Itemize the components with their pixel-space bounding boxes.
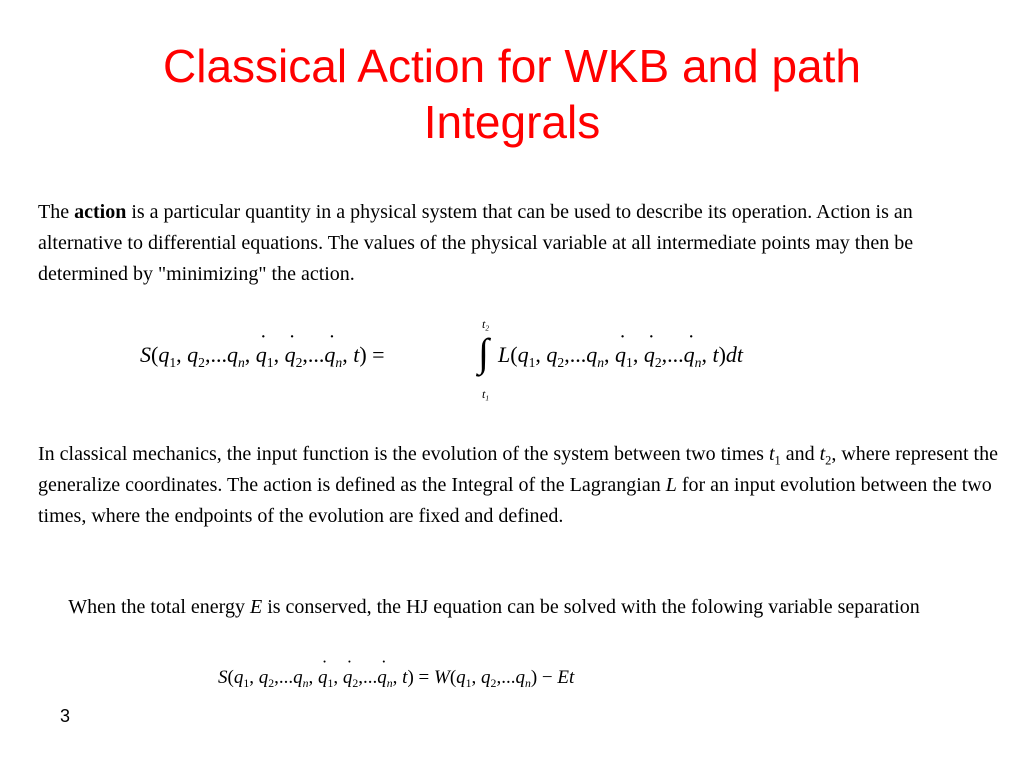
title-line-2: Integrals — [423, 96, 601, 148]
action-definition-paragraph: The action is a particular quantity in a physical system that can be used to describe its operation. Action is an alternative to differential equations. The values of the physical variable at all intermediate points may then be determined by "minimizing" the action. — [38, 201, 914, 285]
equation1-rhs: $L(q_1$, $q_2,...q_n$, q $˙_1$, q $˙_2,...q$ $˙_n$, t)dt — [498, 342, 743, 368]
equation1-lhs: $S(q_1$, $q_2,...q_n$, q $˙_1$, q $˙_2,...q$ $˙_n$, t) = — [140, 342, 385, 368]
title-line-1: Classical Action for WKB and path — [163, 40, 861, 92]
integral-upper-limit: $t_2$ — [482, 317, 490, 333]
page-number: 3 — [60, 706, 71, 726]
variable-separation-equation: $S(q_1$, $q_2,...q_n$, q $˙_1$, q $˙_2,...q$ $˙_n$, $t) = W(q_1$, $q_2,...q_n) - Et$ — [218, 667, 574, 689]
slide-title — [60, 38, 964, 150]
action-term: action — [74, 201, 127, 223]
integral-lower-limit: $t_1$ — [482, 387, 490, 403]
energy-conservation-paragraph: When the total energy E is conserved, the HJ equation can be solved with the folowing variable separation — [68, 596, 920, 618]
classical-mechanics-paragraph: In classical mechanics, the input function is the evolution of the system between two times $t_1$ and $t_2$, where represent the generalize coordinates. The action is defined as the Integral of the Lagrangian L for an input evolution between the two times, where the endpoints of the evolution are fixed and defined. — [38, 443, 998, 527]
integral-sign: ∫ — [478, 330, 489, 375]
